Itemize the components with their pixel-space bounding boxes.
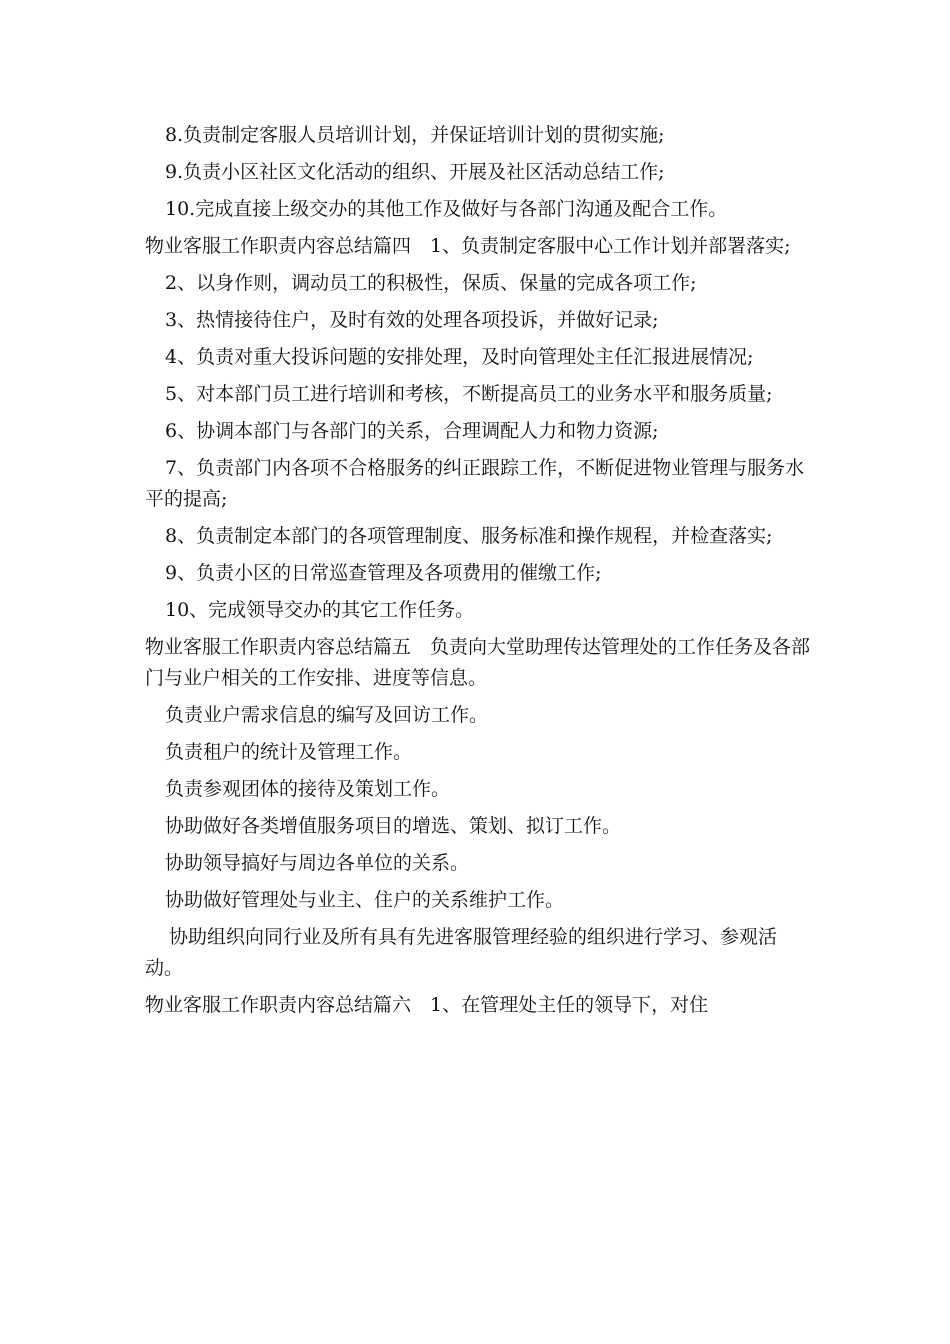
section-heading-part-4: 物业客服工作职责内容总结篇四 1、负责制定客服中心工作计划并部署落实; [145, 235, 791, 257]
duty-item: 协助领导搞好与周边各单位的关系。 [165, 852, 470, 874]
list-item-9: 9、负责小区的日常巡查管理及各项费用的催缴工作; [165, 562, 602, 584]
duty-item: 协助组织向同行业及所有具有先进客服管理经验的组织进行学习、参观活动。 [145, 926, 778, 979]
paragraph-8: 8.负责制定客服人员培训计划，并保证培训计划的贯彻实施; [165, 124, 665, 146]
list-item-2: 2、以身作则，调动员工的积极性，保质、保量的完成各项工作; [165, 272, 697, 294]
duty-item: 负责参观团体的接待及策划工作。 [165, 778, 451, 800]
document-body [145, 120, 810, 1027]
paragraph-9: 9.负责小区社区文化活动的组织、开展及社区活动总结工作; [165, 161, 665, 183]
list-item-10: 10、完成领导交办的其它工作任务。 [165, 599, 475, 621]
duty-item: 负责租户的统计及管理工作。 [165, 741, 413, 763]
list-item-8: 8、负责制定本部门的各项管理制度、服务标准和操作规程，并检查落实; [165, 525, 773, 547]
duty-item: 协助做好各类增值服务项目的增选、策划、拟订工作。 [165, 815, 622, 837]
section-heading-part-6: 物业客服工作职责内容总结篇六 1、在管理处主任的领导下，对住 [145, 994, 709, 1016]
duty-item: 协助做好管理处与业主、住户的关系维护工作。 [165, 889, 565, 911]
list-item-6: 6、协调本部门与各部门的关系，合理调配人力和物力资源; [165, 420, 659, 442]
list-item-3: 3、热情接待住户，及时有效的处理各项投诉，并做好记录; [165, 309, 659, 331]
paragraph-10: 10.完成直接上级交办的其他工作及做好与各部门沟通及配合工作。 [165, 198, 728, 220]
duty-item: 负责业户需求信息的编写及回访工作。 [165, 704, 489, 726]
section-heading-part-5: 物业客服工作职责内容总结篇五 负责向大堂助理传达管理处的工作任务及各部门与业户相关的工作安排、进度等信息。 [145, 636, 811, 689]
list-item-5: 5、对本部门员工进行培训和考核，不断提高员工的业务水平和服务质量; [165, 383, 773, 405]
list-item-4: 4、负责对重大投诉问题的安排处理，及时向管理处主任汇报进展情况; [165, 346, 754, 368]
list-item-7: 7、负责部门内各项不合格服务的纠正跟踪工作，不断促进物业管理与服务水平的提高; [145, 457, 805, 510]
